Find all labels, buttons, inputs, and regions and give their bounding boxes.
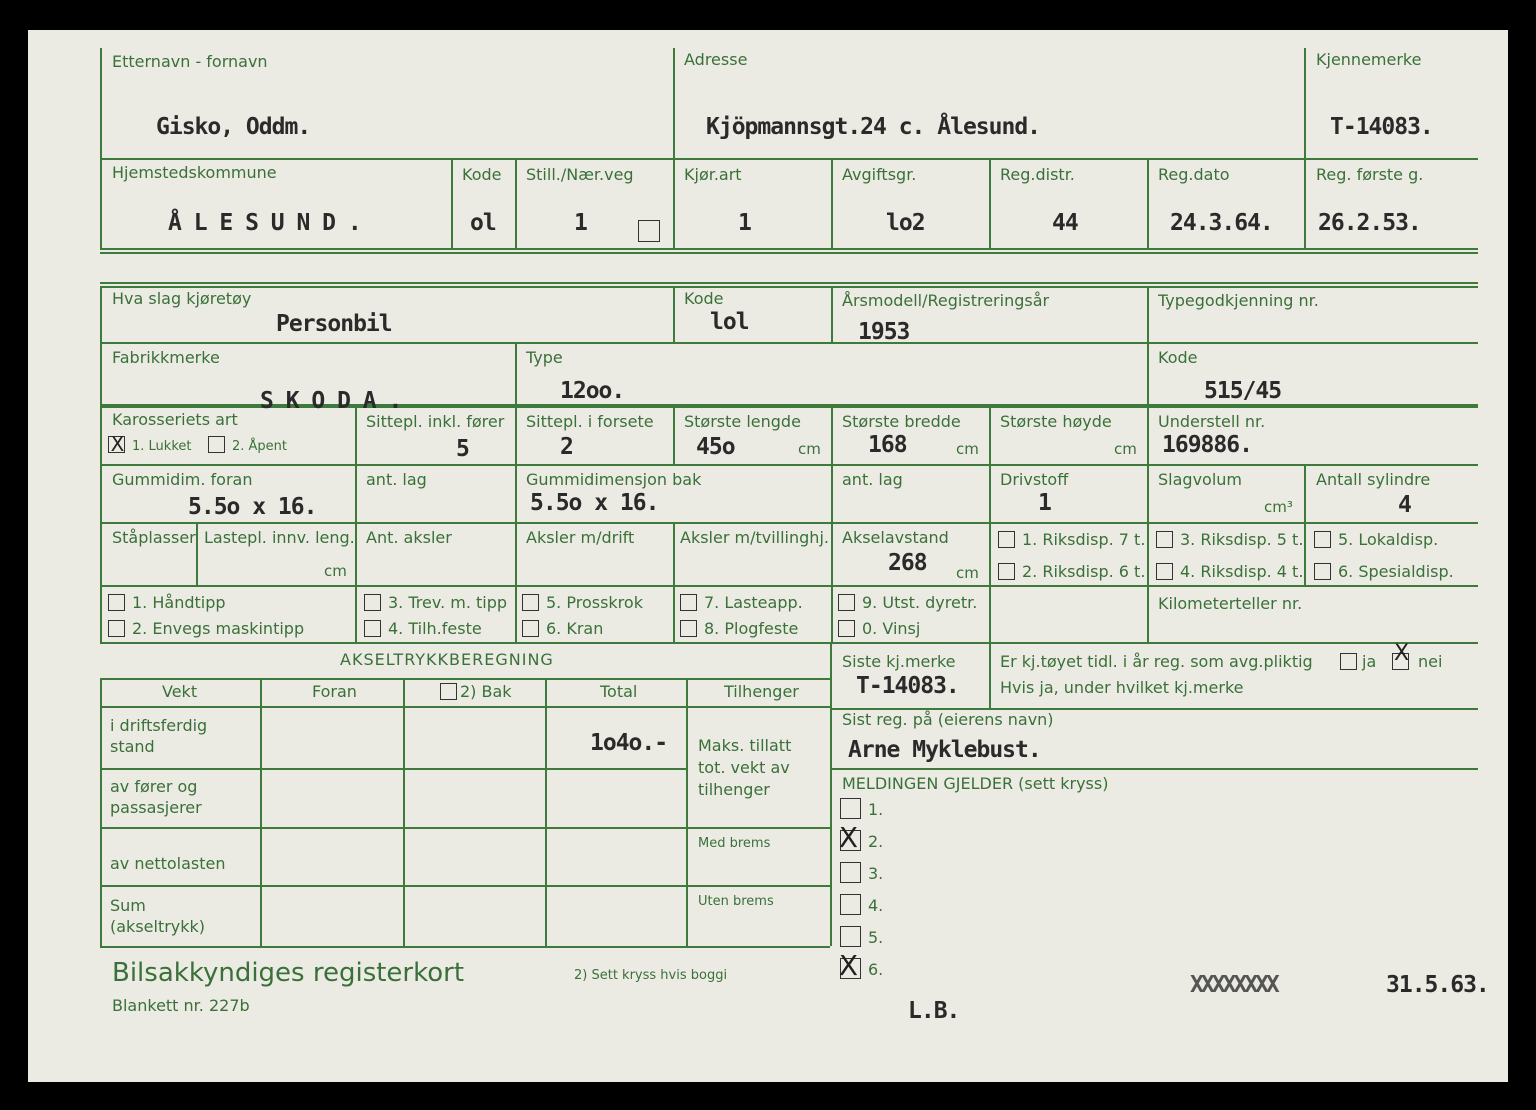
rule	[100, 768, 686, 770]
bredde-label: Største bredde	[842, 412, 961, 431]
rule	[515, 342, 517, 642]
rule	[686, 678, 688, 946]
rule	[831, 406, 833, 642]
lengde-label: Største lengde	[684, 412, 801, 431]
m3-checkbox[interactable]	[840, 862, 861, 883]
envegs-label: 2. Envegs maskintipp	[132, 619, 305, 638]
m6-mark: X	[838, 949, 859, 982]
rule	[100, 252, 1478, 254]
regdato-label: Reg.dato	[1158, 165, 1230, 184]
rule	[100, 946, 830, 948]
rule	[830, 768, 1478, 770]
rule	[100, 522, 1478, 524]
kran-checkbox[interactable]	[522, 620, 539, 637]
hvis-label: Hvis ja, under hvilket kj.merke	[1000, 678, 1244, 697]
vinsj-label: 0. Vinsj	[862, 619, 921, 638]
still-value: 1	[574, 210, 587, 236]
rule	[989, 406, 991, 642]
lastepl-label: Lastepl. innv. leng.	[204, 528, 355, 547]
forsete-value: 2	[560, 434, 573, 460]
registration-card	[28, 30, 1508, 1082]
siste-label: Siste kj.merke	[842, 652, 956, 671]
nei-mark: X	[1393, 641, 1410, 666]
slagvolum-unit: cm³	[1264, 498, 1293, 516]
drifts-label-2: stand	[110, 737, 155, 756]
rule	[100, 342, 1478, 344]
gummi-foran-label: Gummidim. foran	[112, 470, 253, 489]
spesial-checkbox[interactable]	[1314, 563, 1331, 580]
type-label: Type	[526, 348, 563, 367]
understell-label: Understell nr.	[1158, 412, 1266, 431]
aksler-drift-label: Aksler m/drift	[526, 528, 635, 547]
lukket-mark: X	[110, 432, 125, 456]
kran-label: 6. Kran	[546, 619, 604, 638]
lasteapp-checkbox[interactable]	[680, 594, 697, 611]
kode2-value: 515/45	[1204, 378, 1282, 404]
lengde-value: 45o	[696, 434, 735, 460]
adresse-label: Adresse	[684, 50, 748, 69]
maks-label-1: Maks. tillatt	[698, 736, 792, 755]
bak-checkbox[interactable]	[440, 683, 457, 700]
utenbrems-label: Uten brems	[698, 894, 774, 909]
footer-title: Bilsakkyndiges registerkort	[112, 958, 465, 988]
antlag2-label: ant. lag	[842, 470, 903, 489]
rule	[831, 160, 833, 248]
rule	[196, 522, 198, 585]
kjorart-label: Kjør.art	[684, 165, 742, 184]
m5-label: 5.	[868, 928, 884, 947]
rule	[100, 248, 1478, 250]
envegs-checkbox[interactable]	[108, 620, 125, 637]
karosseri-label: Karosseriets art	[112, 410, 238, 429]
vkode-value: lol	[710, 309, 749, 335]
prosskrok-label: 5. Prosskrok	[546, 593, 643, 612]
rule	[1304, 48, 1306, 248]
kjennemerke-label: Kjennemerke	[1316, 50, 1422, 69]
siste-value: T-14083.	[856, 673, 959, 699]
kode2-label: Kode	[1158, 348, 1198, 367]
fabrikk-label: Fabrikkmerke	[112, 348, 220, 367]
m3-label: 3.	[868, 864, 884, 883]
arsmodell-label: Årsmodell/Registreringsår	[842, 291, 1050, 310]
bredde-value: 168	[868, 432, 907, 458]
forer-label-2: passasjerer	[110, 798, 202, 817]
ja-checkbox[interactable]	[1340, 653, 1357, 670]
drivstoff-value: 1	[1038, 490, 1051, 516]
type-value: 12oo.	[560, 378, 625, 404]
handtipp-label: 1. Håndtipp	[132, 593, 226, 612]
regdato-value: 24.3.64.	[1170, 210, 1273, 236]
sylindre-value: 4	[1398, 492, 1411, 518]
fabrikk-value: S K O D A .	[260, 388, 402, 414]
rule	[100, 464, 1478, 466]
lasteapp-label: 7. Lasteapp.	[704, 593, 803, 612]
ja-label: ja	[1362, 652, 1377, 671]
trev-label: 3. Trev. m. tipp	[388, 593, 508, 612]
vekt-header: Vekt	[162, 682, 198, 701]
still-checkbox[interactable]	[638, 220, 660, 242]
hoyde-unit: cm	[1114, 440, 1137, 458]
still-label: Still./Nær.veg	[526, 165, 634, 184]
tilh-label: 4. Tilh.feste	[388, 619, 482, 638]
lokal-checkbox[interactable]	[1314, 531, 1331, 548]
rule	[100, 158, 1478, 160]
typegodk-label: Typegodkjenning nr.	[1158, 291, 1319, 310]
staplasser-label: Ståplasser	[112, 528, 196, 547]
sist-reg-value: Arne Myklebust.	[848, 737, 1041, 763]
maks-label-3: tilhenger	[698, 780, 770, 799]
lokal-label: 5. Lokaldisp.	[1338, 530, 1439, 549]
netto-label: av nettolasten	[110, 854, 226, 873]
utst-label: 9. Utst. dyretr.	[862, 593, 978, 612]
slag-label: Hva slag kjøretøy	[112, 289, 252, 308]
m6-label: 6.	[868, 960, 884, 979]
gummi-bak-value: 5.5o x 16.	[530, 490, 659, 516]
rule	[100, 282, 1478, 284]
rule	[830, 642, 832, 946]
kode-label: Kode	[462, 165, 502, 184]
riks7-checkbox[interactable]	[998, 531, 1015, 548]
rule	[673, 522, 675, 642]
riks4-checkbox[interactable]	[1156, 563, 1173, 580]
rule	[100, 48, 102, 248]
kjennemerke-value: T-14083.	[1330, 114, 1433, 140]
drifts-label-1: i driftsferdig	[110, 716, 208, 735]
rule	[100, 286, 1478, 288]
akselavstand-unit: cm	[956, 564, 979, 582]
m4-checkbox[interactable]	[840, 894, 861, 915]
regdistr-label: Reg.distr.	[1000, 165, 1075, 184]
rule	[100, 678, 102, 946]
blankett-label: Blankett nr. 227b	[112, 996, 250, 1015]
bredde-unit: cm	[956, 440, 979, 458]
rule	[403, 678, 405, 946]
riks6-checkbox[interactable]	[998, 563, 1015, 580]
tilh-checkbox[interactable]	[364, 620, 381, 637]
rule	[989, 642, 991, 708]
rule	[1304, 464, 1306, 585]
akselavstand-label: Akselavstand	[842, 528, 949, 547]
vkode-label: Kode	[684, 289, 724, 308]
regdistr-value: 44	[1052, 210, 1078, 236]
gummi-foran-value: 5.5o x 16.	[188, 494, 317, 520]
akselavstand-value: 268	[888, 550, 927, 576]
boggi-note: 2) Sett kryss hvis boggi	[574, 968, 728, 983]
rule	[545, 678, 547, 946]
riks4-label: 4. Riksdisp. 4 t.	[1180, 562, 1304, 581]
rule	[100, 706, 830, 708]
tilhenger-header: Tilhenger	[724, 682, 799, 701]
regforste-label: Reg. første g.	[1316, 165, 1424, 184]
prosskrok-checkbox[interactable]	[522, 594, 539, 611]
antlag-label: ant. lag	[366, 470, 427, 489]
etternavn-value: Gisko, Oddm.	[156, 114, 311, 140]
riks6-label: 2. Riksdisp. 6 t.	[1022, 562, 1146, 581]
gummi-bak-label: Gummidimensjon bak	[526, 470, 702, 489]
rule	[100, 286, 102, 642]
antaksler-label: Ant. aksler	[366, 528, 452, 547]
kode-value: ol	[470, 210, 496, 236]
rule	[673, 286, 675, 342]
riks5-checkbox[interactable]	[1156, 531, 1173, 548]
sum-label-2: (akseltrykk)	[110, 917, 206, 936]
trev-checkbox[interactable]	[364, 594, 381, 611]
nei-label: nei	[1418, 652, 1443, 671]
handtipp-checkbox[interactable]	[108, 594, 125, 611]
slagvolum-label: Slagvolum	[1158, 470, 1242, 489]
avgift-value: lo2	[886, 210, 925, 236]
struck-text: XXXXXXXX	[1190, 972, 1277, 998]
tidl-label: Er kj.tøyet tidl. i år reg. som avg.pliktig	[1000, 652, 1313, 671]
aksel-title: AKSELTRYKKBEREGNING	[340, 650, 554, 669]
initials: L.B.	[908, 998, 960, 1024]
drivstoff-label: Drivstoff	[1000, 470, 1069, 489]
kjorart-value: 1	[738, 210, 751, 236]
hoyde-label: Største høyde	[1000, 412, 1112, 431]
avgift-label: Avgiftsgr.	[842, 165, 917, 184]
total-header: Total	[600, 682, 638, 701]
rule	[1147, 286, 1149, 642]
kilometer-label: Kilometerteller nr.	[1158, 594, 1303, 613]
rule	[831, 286, 833, 342]
lastepl-unit: cm	[324, 562, 347, 580]
drifts-total-value: 1o4o.-	[590, 730, 668, 756]
maks-label-2: tot. vekt av	[698, 758, 790, 777]
rule	[100, 827, 830, 829]
plogfeste-checkbox[interactable]	[680, 620, 697, 637]
m2-label: 2.	[868, 832, 884, 851]
rule	[1147, 160, 1149, 248]
etternavn-label: Etternavn - fornavn	[112, 52, 268, 71]
m4-label: 4.	[868, 896, 884, 915]
riks5-label: 3. Riksdisp. 5 t.	[1180, 530, 1304, 549]
hjemsted-value: Å L E S U N D .	[168, 210, 361, 236]
rule	[989, 160, 991, 248]
lengde-unit: cm	[798, 440, 821, 458]
slag-value: Personbil	[276, 311, 392, 337]
m2-mark: X	[838, 821, 859, 854]
apent-label: 2. Åpent	[232, 439, 288, 454]
rule	[100, 585, 1478, 587]
hjemsted-label: Hjemstedskommune	[112, 163, 277, 182]
bak-header: 2) Bak	[460, 682, 512, 701]
foran-header: Foran	[312, 682, 357, 701]
rule	[673, 48, 675, 248]
adresse-value: Kjöpmannsgt.24 c. Ålesund.	[706, 114, 1041, 140]
rule	[515, 160, 517, 248]
footer-date: 31.5.63.	[1386, 972, 1489, 998]
rule	[100, 678, 830, 680]
plogfeste-label: 8. Plogfeste	[704, 619, 799, 638]
meldingen-label: MELDINGEN GJELDER (sett kryss)	[842, 774, 1109, 793]
rule	[673, 406, 675, 464]
m1-checkbox[interactable]	[840, 798, 861, 819]
rule	[260, 678, 262, 946]
riks7-label: 1. Riksdisp. 7 t.	[1022, 530, 1146, 549]
spesial-label: 6. Spesialdisp.	[1338, 562, 1454, 581]
vinsj-checkbox[interactable]	[838, 620, 855, 637]
sum-label-1: Sum	[110, 896, 146, 915]
forsete-label: Sittepl. i forsete	[526, 412, 654, 431]
rule	[451, 160, 453, 248]
sittepl-value: 5	[456, 436, 469, 462]
utst-checkbox[interactable]	[838, 594, 855, 611]
apent-checkbox[interactable]	[208, 436, 225, 453]
understell-value: 169886.	[1162, 432, 1252, 458]
sylindre-label: Antall sylindre	[1316, 470, 1431, 489]
forer-label-1: av fører og	[110, 777, 198, 796]
rule	[100, 885, 830, 887]
aksler-tvilling-label: Aksler m/tvillinghj.	[680, 528, 829, 547]
sist-reg-label: Sist reg. på (eierens navn)	[842, 710, 1054, 729]
m5-checkbox[interactable]	[840, 926, 861, 947]
arsmodell-value: 1953	[858, 319, 910, 345]
lukket-label: 1. Lukket	[132, 439, 192, 454]
medbrems-label: Med brems	[698, 836, 771, 851]
rule	[355, 406, 357, 642]
regforste-value: 26.2.53.	[1318, 210, 1421, 236]
sittepl-label: Sittepl. inkl. fører	[366, 412, 505, 431]
rule	[100, 642, 1478, 644]
m1-label: 1.	[868, 800, 884, 819]
